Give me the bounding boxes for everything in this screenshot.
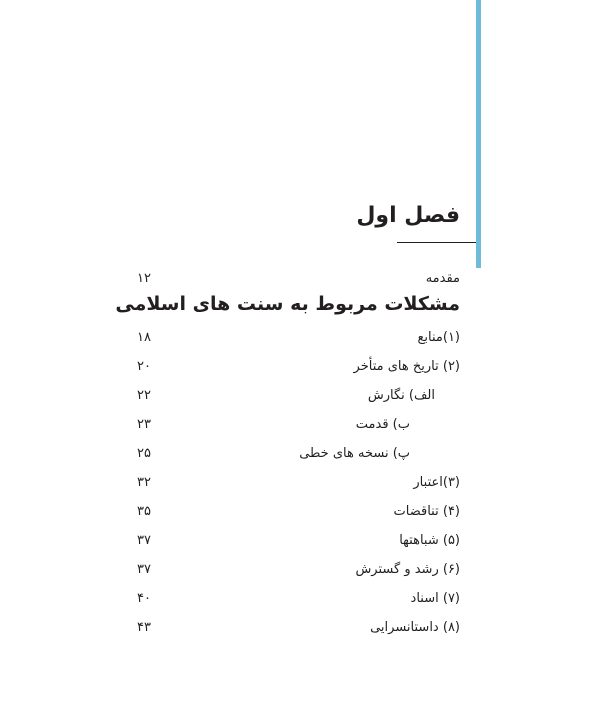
toc-entry-page: ۳۷ bbox=[137, 562, 151, 577]
toc-entry-label: الف) نگارش bbox=[367, 388, 435, 403]
toc-entry-page: ۳۲ bbox=[137, 475, 151, 490]
toc-entry bbox=[0, 500, 600, 524]
toc-entry-page: ۲۰ bbox=[137, 359, 151, 374]
toc-entry-page: ۴۰ bbox=[137, 591, 151, 606]
toc-entry bbox=[0, 471, 600, 495]
section-heading: مشکلات مربوط به سنت های اسلامی bbox=[115, 293, 460, 315]
chapter-title-underline bbox=[397, 242, 476, 243]
toc-entry bbox=[0, 326, 600, 350]
toc-entry bbox=[0, 558, 600, 582]
toc-entry bbox=[0, 267, 600, 291]
accent-bar bbox=[476, 0, 481, 268]
toc-entry-page: ۴۳ bbox=[137, 620, 151, 635]
toc-entry-label: (۵) شباهتها bbox=[399, 533, 460, 548]
toc-entry bbox=[0, 384, 600, 408]
toc-entry-page: ۳۷ bbox=[137, 533, 151, 548]
toc-entry-label: (۴) تناقضات bbox=[393, 504, 460, 519]
toc-entry bbox=[0, 413, 600, 437]
toc-entry-label: (۱)منابع bbox=[417, 330, 460, 345]
toc-entry-page: ۳۵ bbox=[137, 504, 151, 519]
toc-entry bbox=[0, 587, 600, 611]
toc-entry bbox=[0, 529, 600, 553]
toc-entry-label: (۲) تاریخ های متأخر bbox=[353, 359, 460, 374]
toc-entry-label: (۸) داستانسرایی bbox=[370, 620, 460, 635]
toc-entry-label: (۷) اسناد bbox=[410, 591, 460, 606]
toc-entry-label: مقدمه bbox=[425, 271, 460, 286]
toc-entry-page: ۲۳ bbox=[137, 417, 151, 432]
toc-entry bbox=[0, 442, 600, 466]
toc-entry-page: ۱۸ bbox=[137, 330, 151, 345]
toc-entry-label: ب) قدمت bbox=[355, 417, 410, 432]
toc-entry-label: (۳)اعتبار bbox=[413, 475, 460, 490]
toc-entry-page: ۱۲ bbox=[137, 271, 151, 286]
toc-entry-label: پ) نسخه های خطی bbox=[299, 446, 410, 461]
toc-entry-page: ۲۵ bbox=[137, 446, 151, 461]
toc-entry bbox=[0, 616, 600, 640]
toc-entry bbox=[0, 355, 600, 379]
toc-entry-page: ۲۲ bbox=[137, 388, 151, 403]
chapter-title: فصل اول bbox=[356, 203, 460, 228]
toc-entry-label: (۶) رشد و گسترش bbox=[355, 562, 460, 577]
